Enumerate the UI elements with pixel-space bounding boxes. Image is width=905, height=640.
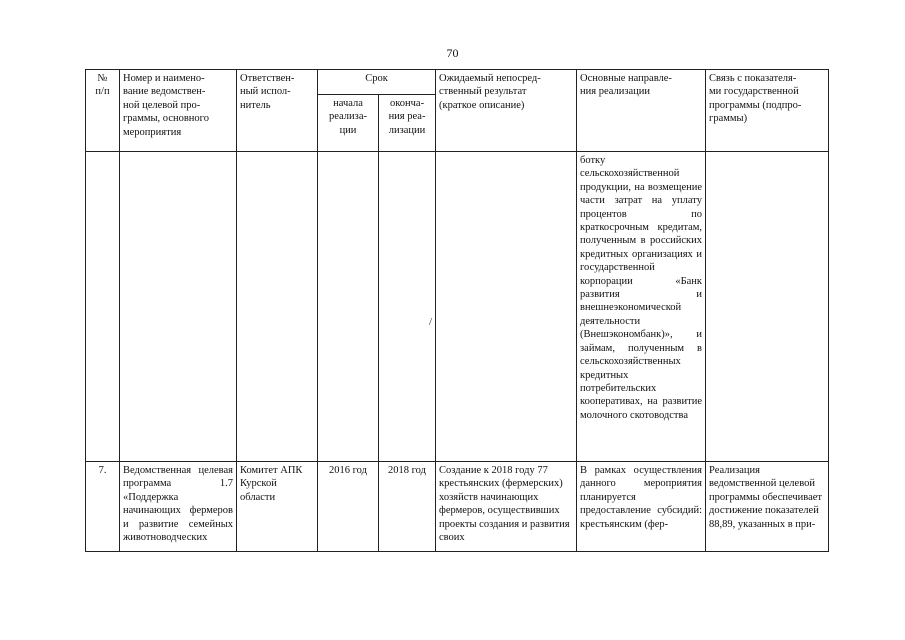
- header-col-term: Срок: [318, 70, 436, 95]
- cell-empty: [379, 152, 436, 462]
- cell-responsible: Комитет АПК Курской области: [237, 462, 318, 552]
- cell-start: 2016 год: [318, 462, 379, 552]
- header-col-start: начала реализа- ции: [318, 95, 379, 152]
- header-col-num: № п/п: [86, 70, 120, 152]
- cell-link: Реализация ведомственной целевой программы обеспечивает достижение показателей 88,89, указанных в при-: [706, 462, 829, 552]
- header-col-responsible: Ответствен- ный испол- нитель: [237, 70, 318, 152]
- table-row-7: [86, 462, 829, 552]
- cell-empty: [436, 152, 577, 462]
- header-row: [86, 70, 829, 95]
- header-col-directions: Основные направле- ния реализации: [577, 70, 706, 152]
- header-col-link: Связь с показателя- ми государственной программы (подпро- граммы): [706, 70, 829, 152]
- table-row-continuation: [86, 152, 829, 462]
- page-number: 70: [446, 46, 459, 60]
- cell-empty: [120, 152, 237, 462]
- cell-end: 2018 год: [379, 462, 436, 552]
- cell-directions: В рамках осуществления данного мероприятия планируется предоставление субсидий: крестьянским (фер-: [577, 462, 706, 552]
- stray-mark: /: [429, 316, 433, 328]
- cell-num: 7.: [86, 462, 120, 552]
- header-col-program: Номер и наимено- вание ведомствен- ной целевой про- граммы, основного мероприятия: [120, 70, 237, 152]
- header-col-end: оконча- ния реа- лизации: [379, 95, 436, 152]
- cell-empty: [237, 152, 318, 462]
- cell-empty: [318, 152, 379, 462]
- cell-empty: [706, 152, 829, 462]
- cell-empty: [86, 152, 120, 462]
- cell-result: Создание к 2018 году 77 крестьянских (фермерских) хозяйств начинающих фермеров, осуществивших проекты создания и развития своих: [436, 462, 577, 552]
- program-table: [85, 69, 829, 552]
- header-col-result: Ожидаемый непосред- ственный результат (краткое описание): [436, 70, 577, 152]
- cell-directions: ботку сельскохозяйственной продукции, на возмещение части затрат на уплату процентов по краткосрочным кредитам, полученным в российских кредитных организациях и государственной корпорации «Банк развития и внешнеэкономической деятельности (Внешэкономбанк)», и займам, полученным в сельскохозяйственных кредитных потребительских кооперативах, на развитие молочного скотоводства: [577, 152, 706, 462]
- cell-program: Ведомственная целевая программа 1.7 «Поддержка начинающих фермеров и развитие семейных животноводческих: [120, 462, 237, 552]
